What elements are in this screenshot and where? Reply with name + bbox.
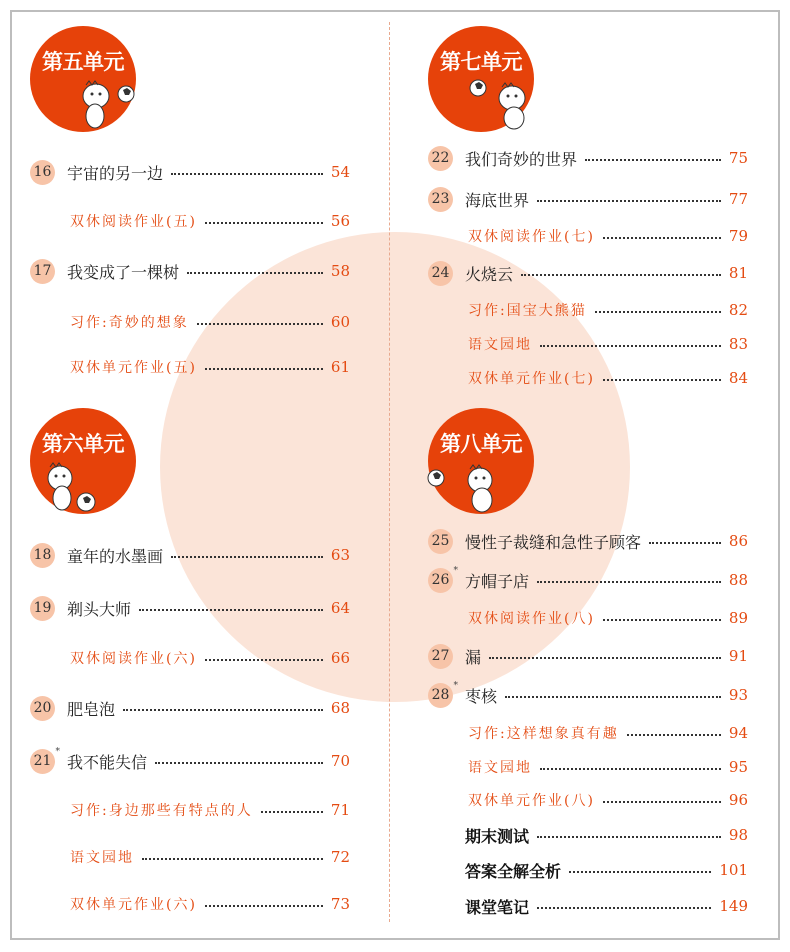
lesson-title: 宇宙的另一边 [67, 163, 164, 183]
toc-subentry[interactable] [428, 298, 748, 322]
leader-dots [603, 379, 721, 381]
leader-dots [197, 323, 323, 325]
page-number: 54 [330, 163, 350, 181]
lesson-number: 20 [30, 696, 55, 721]
toc-subentry[interactable] [428, 606, 748, 630]
page-number: 64 [330, 599, 350, 617]
lesson-title: 海底世界 [465, 190, 530, 210]
section-title: 课堂笔记 [465, 897, 530, 917]
mascot-dinosaur-icon [458, 74, 538, 136]
leader-dots [595, 311, 721, 313]
optional-star: * [453, 565, 458, 576]
page-number: 101 [719, 861, 748, 879]
unit-title: 第六单元 [42, 431, 124, 456]
lesson-title: 剃头大师 [67, 599, 132, 619]
leader-dots [171, 173, 323, 175]
lesson-number: 18 [30, 543, 55, 568]
mascot-dinosaur-icon [70, 74, 140, 134]
toc-entry[interactable] [30, 259, 350, 283]
page-number: 86 [728, 532, 748, 550]
section-title: 语文园地 [70, 850, 134, 866]
leader-dots [155, 762, 323, 764]
section-title: 双休单元作业(五) [70, 360, 197, 376]
lesson-title: 方帽子店 [465, 571, 530, 591]
leader-dots [540, 345, 721, 347]
section-title: 双休阅读作业(八) [468, 611, 595, 627]
lesson-title: 枣核 [465, 686, 498, 706]
section-title: 双休阅读作业(七) [468, 229, 595, 245]
page-number: 79 [728, 227, 748, 245]
lesson-number: 24 [428, 261, 453, 286]
leader-dots [205, 659, 323, 661]
leader-dots [489, 657, 721, 659]
page-number: 91 [728, 647, 748, 665]
unit-badge-7 [428, 26, 534, 132]
leader-dots [585, 159, 721, 161]
toc-entry[interactable] [30, 596, 350, 620]
optional-star: * [55, 746, 60, 757]
page-number: 94 [728, 724, 748, 742]
section-title: 双休单元作业(七) [468, 371, 595, 387]
toc-entry[interactable] [428, 644, 748, 668]
section-title: 习作:身边那些有特点的人 [70, 803, 253, 819]
unit-badge-5 [30, 26, 136, 132]
mascot-dinosaur-icon [38, 456, 118, 518]
leader-dots [139, 609, 323, 611]
section-title: 期末测试 [465, 826, 530, 846]
page-number: 75 [728, 149, 748, 167]
page-number: 88 [728, 571, 748, 589]
section-title: 习作:这样想象真有趣 [468, 726, 619, 742]
section-title: 语文园地 [468, 337, 532, 353]
section-title: 习作:奇妙的想象 [70, 315, 189, 331]
toc-subentry[interactable] [30, 646, 350, 670]
leader-dots [569, 871, 711, 873]
toc-subentry[interactable] [428, 332, 748, 356]
lesson-title: 漏 [465, 647, 482, 667]
unit-title: 第七单元 [440, 49, 522, 74]
lesson-title: 慢性子裁缝和急性子顾客 [465, 532, 642, 552]
unit-badge-6 [30, 408, 136, 514]
leader-dots [505, 696, 721, 698]
toc-subentry[interactable] [30, 209, 350, 233]
toc-subentry[interactable] [428, 788, 748, 812]
lesson-number: 21 * [30, 749, 55, 774]
unit-badge-8 [428, 408, 534, 514]
lesson-title: 我变成了一棵树 [67, 262, 180, 282]
leader-dots [649, 542, 721, 544]
lesson-number: 19 [30, 596, 55, 621]
page-number: 98 [728, 826, 748, 844]
leader-dots [171, 556, 323, 558]
page-number: 93 [728, 686, 748, 704]
lesson-number: 23 [428, 187, 453, 212]
leader-dots [187, 272, 323, 274]
mascot-dinosaur-icon [422, 458, 512, 518]
leader-dots [603, 619, 721, 621]
toc-subentry[interactable] [30, 310, 350, 334]
lesson-number: 25 [428, 529, 453, 554]
unit-title: 第八单元 [440, 431, 522, 456]
page-number: 70 [330, 752, 350, 770]
leader-dots [537, 200, 721, 202]
toc-entry-notes[interactable] [428, 894, 748, 918]
leader-dots [205, 222, 323, 224]
toc-subentry[interactable] [428, 366, 748, 390]
page-number: 82 [728, 301, 748, 319]
page-number: 73 [330, 895, 350, 913]
lesson-number: 26 * [428, 568, 453, 593]
toc-entry[interactable] [428, 565, 748, 592]
lesson-title: 童年的水墨画 [67, 546, 164, 566]
page-number: 95 [728, 758, 748, 776]
page-number: 61 [330, 358, 350, 376]
section-title: 双休单元作业(六) [70, 897, 197, 913]
leader-dots [603, 237, 721, 239]
column-divider [389, 22, 390, 922]
section-title: 双休阅读作业(五) [70, 214, 197, 230]
leader-dots [603, 801, 721, 803]
toc-entry-answers[interactable] [428, 858, 748, 882]
optional-star: * [453, 680, 458, 691]
page-number: 89 [728, 609, 748, 627]
toc-subentry[interactable] [30, 845, 350, 869]
toc-entry[interactable] [428, 261, 748, 285]
toc-entry[interactable] [428, 680, 748, 707]
toc-entry[interactable] [30, 746, 350, 773]
toc-subentry[interactable] [30, 892, 350, 916]
leader-dots [521, 274, 721, 276]
leader-dots [537, 907, 711, 909]
page-number: 96 [728, 791, 748, 809]
page-number: 56 [330, 212, 350, 230]
section-title: 语文园地 [468, 760, 532, 776]
leader-dots [205, 368, 323, 370]
toc-entry[interactable] [428, 146, 748, 170]
page-number: 84 [728, 369, 748, 387]
page-number: 68 [330, 699, 350, 717]
section-title: 双休单元作业(八) [468, 793, 595, 809]
lesson-number: 28 * [428, 683, 453, 708]
leader-dots [540, 768, 721, 770]
page-number: 66 [330, 649, 350, 667]
leader-dots [142, 858, 323, 860]
page-number: 77 [728, 190, 748, 208]
leader-dots [123, 709, 323, 711]
lesson-number: 22 [428, 146, 453, 171]
toc-entry[interactable] [428, 187, 748, 211]
lesson-title: 肥皂泡 [67, 699, 116, 719]
page-number: 63 [330, 546, 350, 564]
page-number: 81 [728, 264, 748, 282]
lesson-number: 27 [428, 644, 453, 669]
toc-entry[interactable] [30, 543, 350, 567]
lesson-number: 16 [30, 160, 55, 185]
leader-dots [627, 734, 721, 736]
page-number: 60 [330, 313, 350, 331]
leader-dots [537, 581, 721, 583]
lesson-number: 17 [30, 259, 55, 284]
page-number: 72 [330, 848, 350, 866]
section-title: 答案全解全析 [465, 861, 562, 881]
section-title: 双休阅读作业(六) [70, 651, 197, 667]
toc-subentry[interactable] [428, 755, 748, 779]
page-number: 83 [728, 335, 748, 353]
leader-dots [261, 811, 323, 813]
toc-subentry[interactable] [30, 798, 350, 822]
toc-entry[interactable] [428, 529, 748, 553]
toc-subentry[interactable] [428, 224, 748, 248]
lesson-title: 火烧云 [465, 264, 514, 284]
section-title: 习作:国宝大熊猫 [468, 303, 587, 319]
lesson-title: 我不能失信 [67, 752, 148, 772]
toc-subentry[interactable] [428, 721, 748, 745]
lesson-title: 我们奇妙的世界 [465, 149, 578, 169]
toc-subentry[interactable] [30, 355, 350, 379]
leader-dots [205, 905, 323, 907]
page-number: 149 [719, 897, 748, 915]
page-number: 71 [330, 801, 350, 819]
leader-dots [537, 836, 721, 838]
toc-entry-exam[interactable] [428, 823, 748, 847]
toc-entry[interactable] [30, 160, 350, 184]
toc-entry[interactable] [30, 696, 350, 720]
unit-title: 第五单元 [42, 49, 124, 74]
page-number: 58 [330, 262, 350, 280]
